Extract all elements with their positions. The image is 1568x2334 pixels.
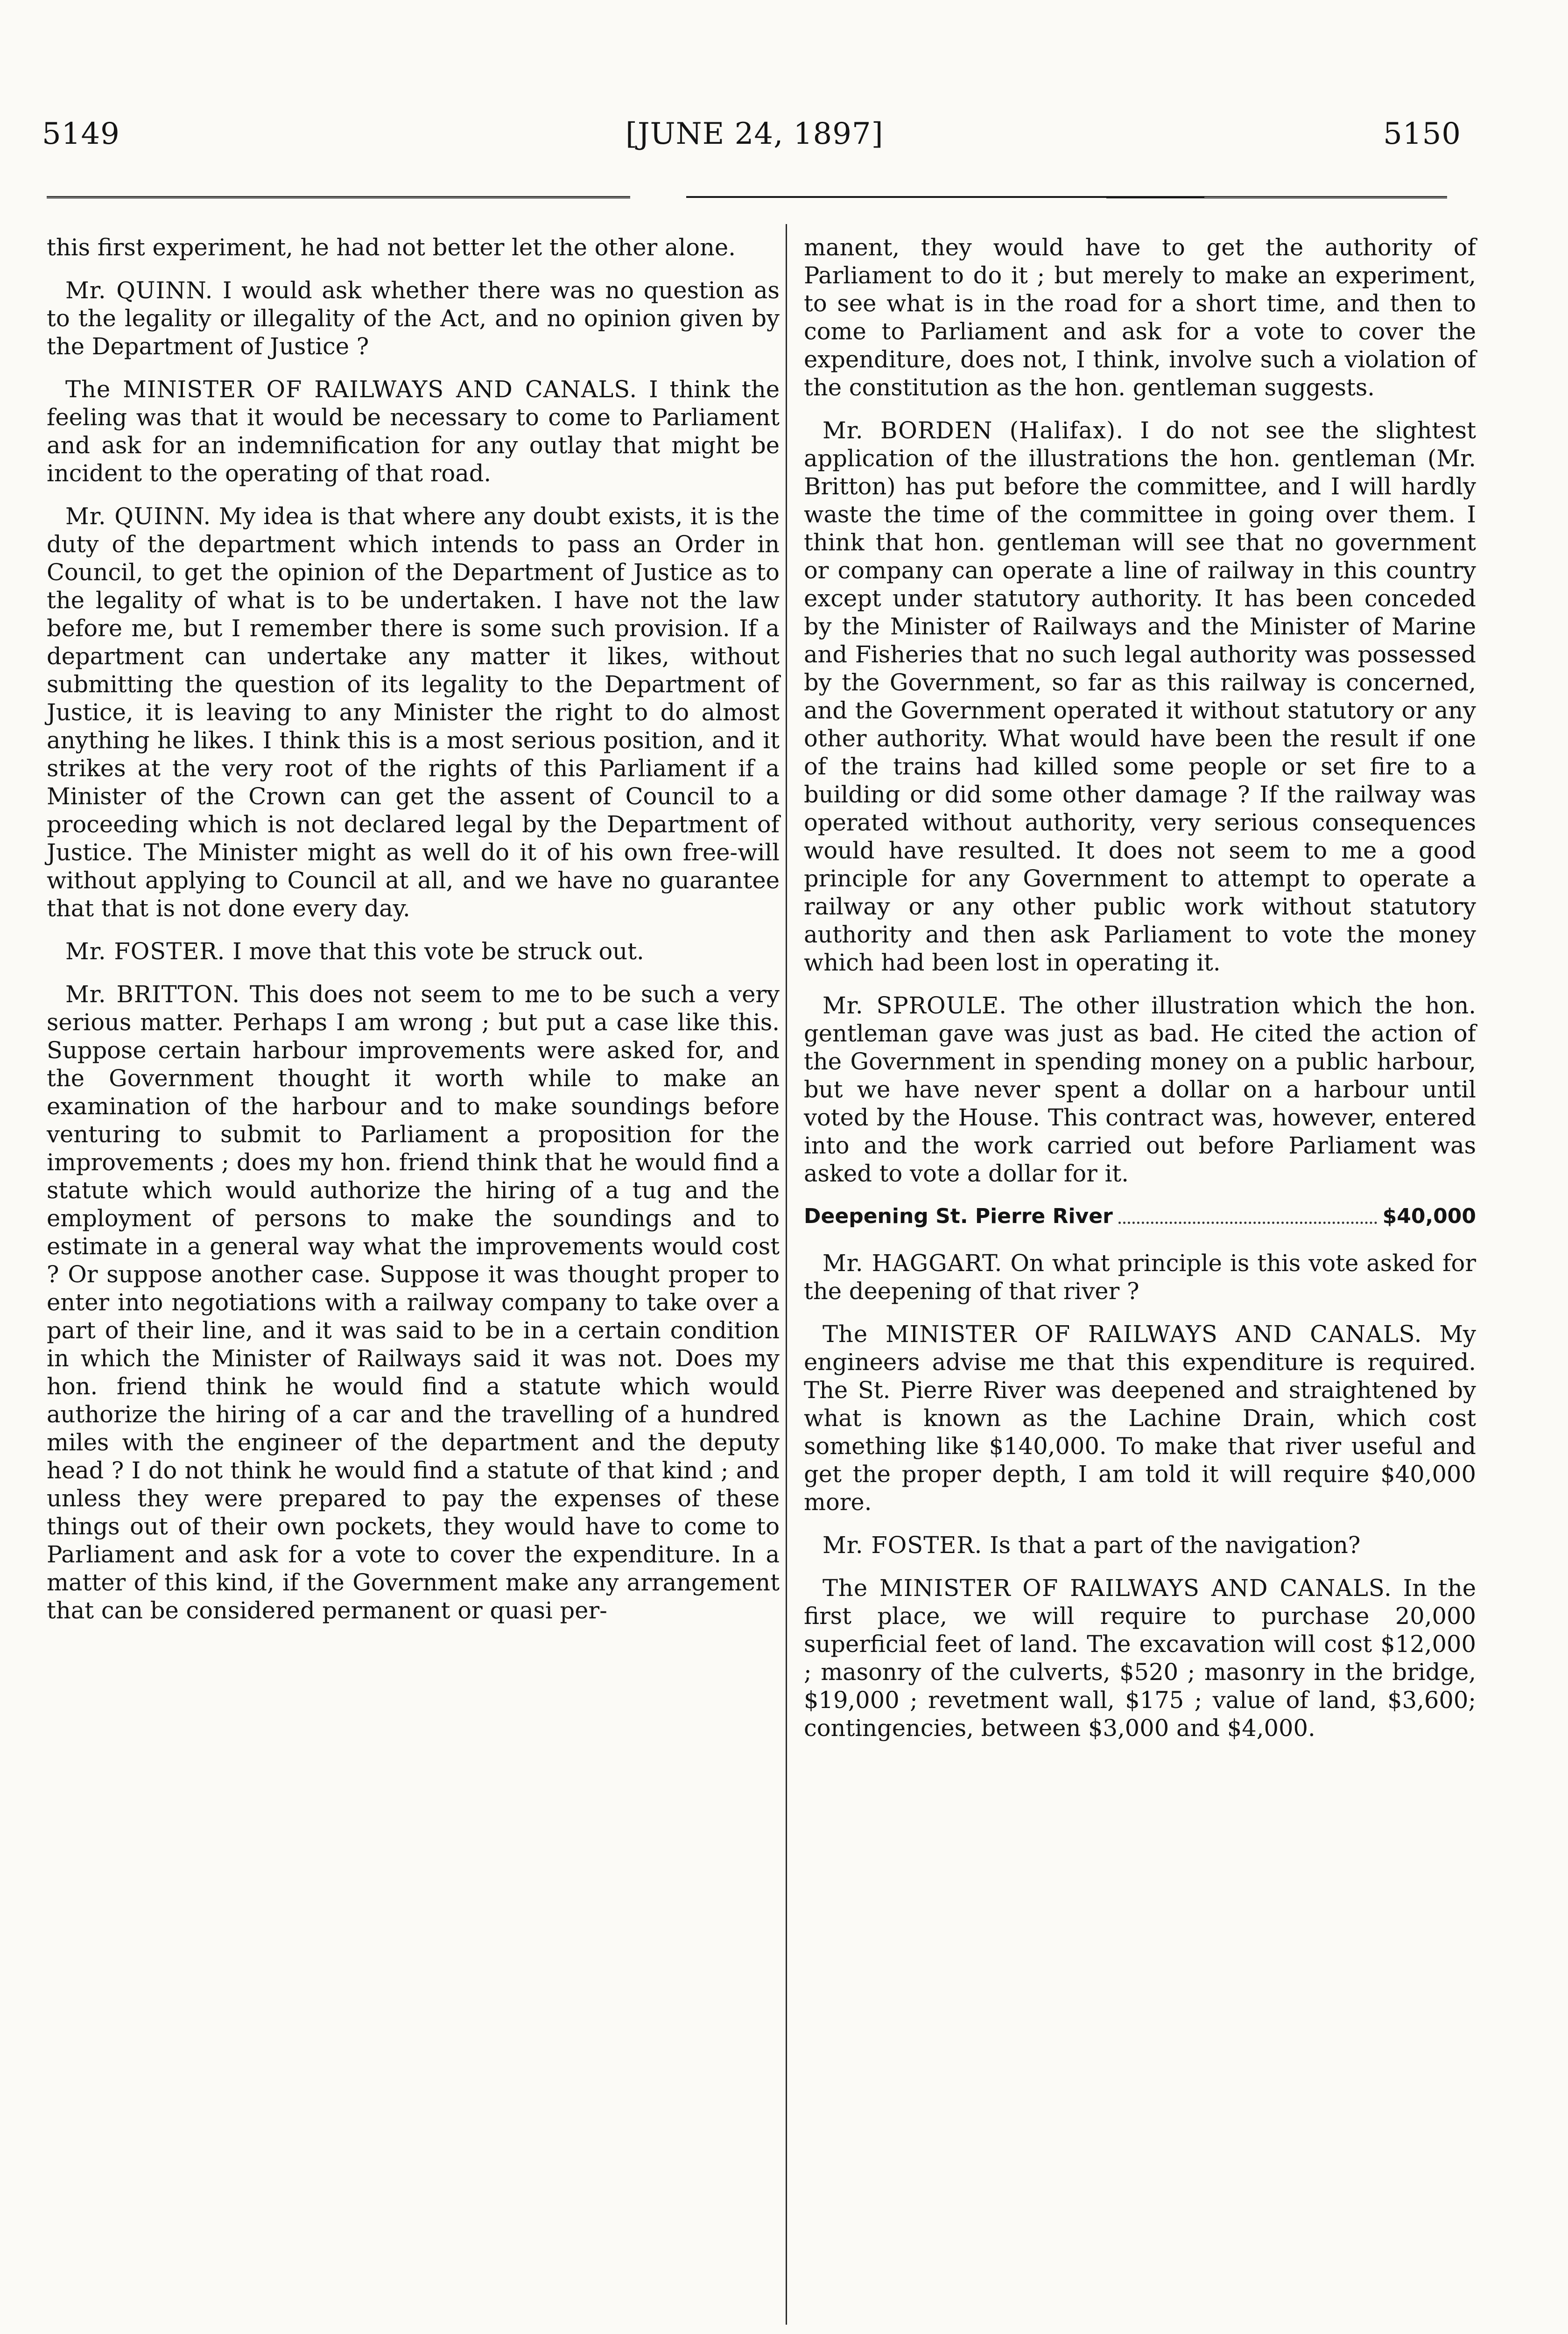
speaker-name: Mr. SPROULE.	[823, 992, 1007, 1019]
paragraph	[804, 1320, 1476, 1516]
speaker-name: Mr. FOSTER.	[823, 1532, 983, 1559]
paragraph-text: I do not see the slightest application of the illustrations the hon. gentleman (Mr. Britton) has put before the committee, and I will hardly waste the time of the committee in going over them. I think that hon. gentleman will see that no government or company can operate a line of railway in this country except under statutory authority. It has been conceded by the Minister of Railways and the Minister of Marine and Fisheries that no such legal authority was possessed by the Government, so far as this railway is concerned, and the Government operated it without statutory or any other authority. What would have been the result if one of the trains had killed some people or set fire to a building or did some other damage ? If the railway was operated without authority, very serious consequences would have resulted. It does not seem to me a good principle for any Government to attempt to operate a railway or any other public work without statutory authority and then ask Parliament to vote the money which had been lost in operating it.	[804, 417, 1476, 976]
header-rule-right	[1106, 196, 1447, 198]
paragraph-text: My engineers advise me that this expenditure is required. The St. Pierre River was deepened and straightened by what is known as the Lachine Drain, which cost something like $140,000. To make that river useful and get the proper depth, I am told it will require $40,000 more.	[804, 1321, 1476, 1516]
header-date: [JUNE 24, 1897]	[626, 117, 884, 151]
paragraph	[47, 937, 780, 965]
leader-dots	[1118, 1202, 1377, 1224]
paragraph	[47, 233, 780, 261]
paragraph	[47, 276, 780, 360]
speaker-name: Mr. BRITTON.	[65, 981, 240, 1008]
paragraph	[804, 1249, 1476, 1305]
estimate-item-label: Deepening St. Pierre River	[804, 1204, 1113, 1228]
paragraph	[804, 1574, 1476, 1742]
speaker-name: The MINISTER OF RAILWAYS AND CANALS.	[823, 1575, 1392, 1602]
paragraph-text: The other illustration which the hon. gentleman gave was just as bad. He cited the action of the Government in spending money on a public harbour, but we have never spent a dollar on a harbour until voted by the House. This contract was, however, entered into and the work carried out before Parliament was asked to vote a dollar for it.	[804, 992, 1476, 1187]
paragraph-text: manent, they would have to get the authority of Parliament to do it ; but merely to make an experiment, to see what is in the road for a short time, and then to come to Parliament and ask for a vote to cover the expenditure, does not, I think, involve such a violation of the constitution as the hon. gentleman suggests.	[804, 234, 1476, 401]
speaker-name: Mr. QUINN.	[65, 277, 213, 304]
speaker-name: The MINISTER OF RAILWAYS AND CANALS.	[65, 376, 638, 403]
right-column	[804, 233, 1476, 1757]
page-number-left: 5149	[42, 117, 120, 151]
page-header	[42, 117, 1461, 159]
paragraph-text: On what principle is this vote asked for the deepening of that river ?	[804, 1250, 1476, 1305]
header-rule-left	[47, 196, 630, 198]
speaker-name: Mr. QUINN.	[65, 503, 211, 530]
paragraph	[47, 502, 780, 922]
paragraph-text: I would ask whether there was no question as to the legality or illegality of the Act, and no opinion given by the Department of Justice ?	[47, 277, 780, 360]
paragraph	[804, 233, 1476, 401]
paragraph	[47, 375, 780, 487]
paragraph-text: I think the feeling was that it would be necessary to come to Parliament and ask for an indemnification for any outlay that might be incident to the operating of that road.	[47, 376, 780, 487]
paragraph-text: I move that this vote be struck out.	[232, 938, 644, 965]
paragraph-text: This does not seem to me to be such a very serious matter. Perhaps I am wrong ; but put a case like this. Suppose certain harbour improvements were asked for, and the Government thought it worth while to make an examination of the harbour and to make soundings before venturing to submit to Parliament a proposition for the improvements ; does my hon. friend think that he would find a statute which would authorize the hiring of a tug and the employment of persons to make the soundings and to estimate in a general way what the improvements would cost ? Or suppose another case. Suppose it was thought proper to enter into negotiations with a railway company to take over a part of their line, and it was said to be in a certain condition in which the Minister of Railways said it was not. Does my hon. friend think he would find a statute which would authorize the hiring of a car and the travelling of a hundred miles with the engineer of the department and the deputy head ? I do not think he would find a statute of that kind ; and unless they were prepared to pay the expenses of these things out of their own pockets, they would have to come to Parliament and ask for a vote to cover the expenditure. In a matter of this kind, if the Government make any arrangement that can be considered permanent or quasi per-	[47, 981, 780, 1624]
paragraph	[804, 416, 1476, 977]
speaker-name: The MINISTER OF RAILWAYS AND CANALS.	[823, 1321, 1422, 1348]
paragraph-text: Is that a part of the navigation?	[990, 1532, 1361, 1559]
paragraph-text: this first experiment, he had not better let the other alone.	[47, 234, 736, 261]
column-divider	[786, 224, 787, 2325]
estimate-item-amount: $40,000	[1382, 1204, 1476, 1228]
left-column	[47, 233, 780, 1639]
paragraph	[47, 980, 780, 1624]
paragraph-text: In the first place, we will require to purchase 20,000 superficial feet of land. The excavation will cost $12,000 ; masonry of the culverts, $520 ; masonry in the bridge, $19,000 ; revetment wall, $175 ; value of land, $3,600; contingencies, between $3,000 and $4,000.	[804, 1575, 1476, 1742]
estimate-item	[804, 1202, 1476, 1230]
paragraph	[804, 1531, 1476, 1559]
paragraph-text: My idea is that where any doubt exists, it is the duty of the department which intends to pass an Order in Council, to get the opinion of the Department of Justice as to the legality of what is to be undertaken. I have not the law before me, but I remember there is some such provision. If a department can undertake any matter it likes, without submitting the question of its legality to the Department of Justice, it is leaving to any Minister the right to do almost anything he likes. I think this is a most serious position, and it strikes at the very root of the rights of this Parliament if a Minister of the Crown can get the assent of Council to a proceeding which is not declared legal by the Department of Justice. The Minister might as well do it of his own free-will without applying to Council at all, and we have no guarantee that that is not done every day.	[47, 503, 780, 922]
page-number-right: 5150	[1383, 117, 1461, 151]
speaker-name: Mr. FOSTER.	[65, 938, 225, 965]
paragraph	[804, 991, 1476, 1188]
speaker-name: Mr. HAGGART.	[823, 1250, 1003, 1277]
speaker-name: Mr. BORDEN (Halifax).	[823, 417, 1124, 444]
